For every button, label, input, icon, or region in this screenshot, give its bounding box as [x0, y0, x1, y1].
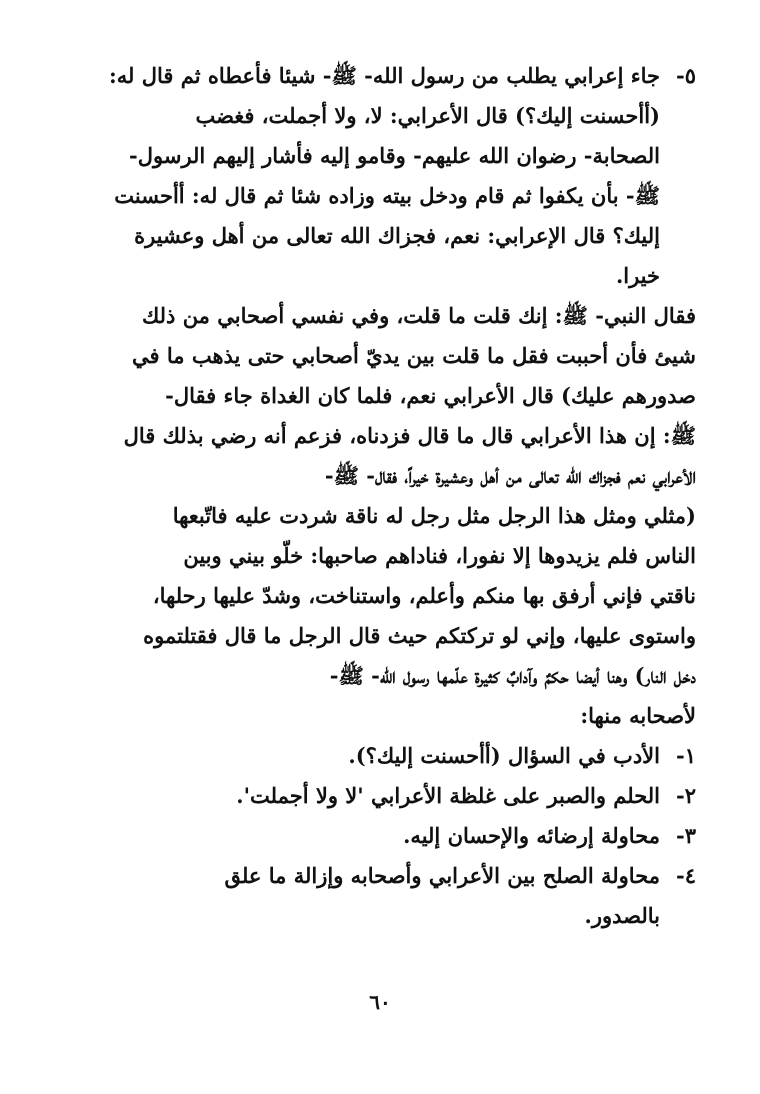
list-item-number: ٤- — [676, 863, 696, 888]
text-line: شيئ فأن أحببت فقل ما قلت بين يديّ أصحابي حتى يذهب ما في — [132, 343, 696, 368]
lessons-list — [100, 736, 696, 936]
text-line: فقال النبي- ﷺ: إنك قلت ما قلت، وفي نفسي أصحابي من ذلك — [141, 303, 696, 328]
list-item-text: محاولة الصلح بين الأعرابي وأصحابه وإزالة ما علق — [224, 863, 660, 888]
list-item-text: الحلم والصبر على غلظة الأعرابي 'لا ولا أجملت'. — [236, 783, 660, 808]
text-line: الأعرابي نعم فجزاك الله تعالى من أهل وعشيرة خيراً، فقال- ﷺ- — [324, 463, 696, 488]
text-line: ﷺ- بأن يكفوا ثم قام ودخل بيته وزاده شئا ثم قال له: أأحسنت — [114, 183, 660, 208]
list-item-text: الأدب في السؤال (أأحسنت إليك؟). — [348, 743, 660, 768]
body-text — [100, 56, 696, 936]
text-line: الناس فلم يزيدوها إلا نفورا، فناداهم صاحبها: خلّو بيني وبين — [183, 543, 696, 568]
text-line: إليك؟ قال الإعرابي: نعم، فجزاك الله تعالى من أهل وعشيرة — [134, 223, 660, 248]
narrative-paragraph — [100, 296, 696, 736]
story-item-5 — [100, 56, 696, 296]
list-item-number: ٣- — [676, 823, 696, 848]
list-item — [100, 776, 696, 816]
text-line: دخل النار) وهنا أيضا حكمٌ وآدابٌ كثيرة علّمها رسول الله- ﷺ- — [329, 663, 696, 688]
text-line: الصحابة- رضوان الله عليهم- وقامو إليه فأشار إليهم الرسول- — [129, 143, 660, 168]
text-line: جاء إعرابي يطلب من رسول الله- ﷺ- شيئا فأعطاه ثم قال له: — [109, 63, 660, 88]
list-item-text: بالصدور. — [584, 903, 660, 928]
list-item — [100, 736, 696, 776]
text-line: (أأحسنت إليك؟) قال الأعرابي: لا، ولا أجملت، فغضب — [195, 103, 660, 128]
list-item — [100, 856, 696, 936]
list-item-number: ١- — [676, 743, 696, 768]
text-line: ناقتي فإني أرفق بها منكم وأعلم، واستناخت، وشدّ عليها رحلها، — [152, 583, 696, 608]
list-item — [100, 816, 696, 856]
list-item-text: محاولة إرضائه والإحسان إليه. — [403, 823, 660, 848]
text-line: (مثلي ومثل هذا الرجل مثل رجل له ناقة شردت عليه فاتّبعها — [172, 503, 696, 528]
text-line: صدورهم عليك) قال الأعرابي نعم، فلما كان الغداة جاء فقال- — [165, 383, 696, 408]
text-line: واستوى عليها، وإني لو تركتكم حيث قال الرجل ما قال فقتلتموه — [143, 623, 696, 648]
text-line: لأصحابه منها: — [580, 703, 696, 728]
text-line: خيرا. — [615, 263, 660, 288]
item-number: ٥- — [676, 63, 696, 88]
page-number: ٦٠ — [369, 990, 391, 1014]
list-item-number: ٢- — [676, 783, 696, 808]
text-line: ﷺ: إن هذا الأعرابي قال ما قال فزدناه، فزعم أنه رضي بذلك قال — [123, 423, 696, 448]
